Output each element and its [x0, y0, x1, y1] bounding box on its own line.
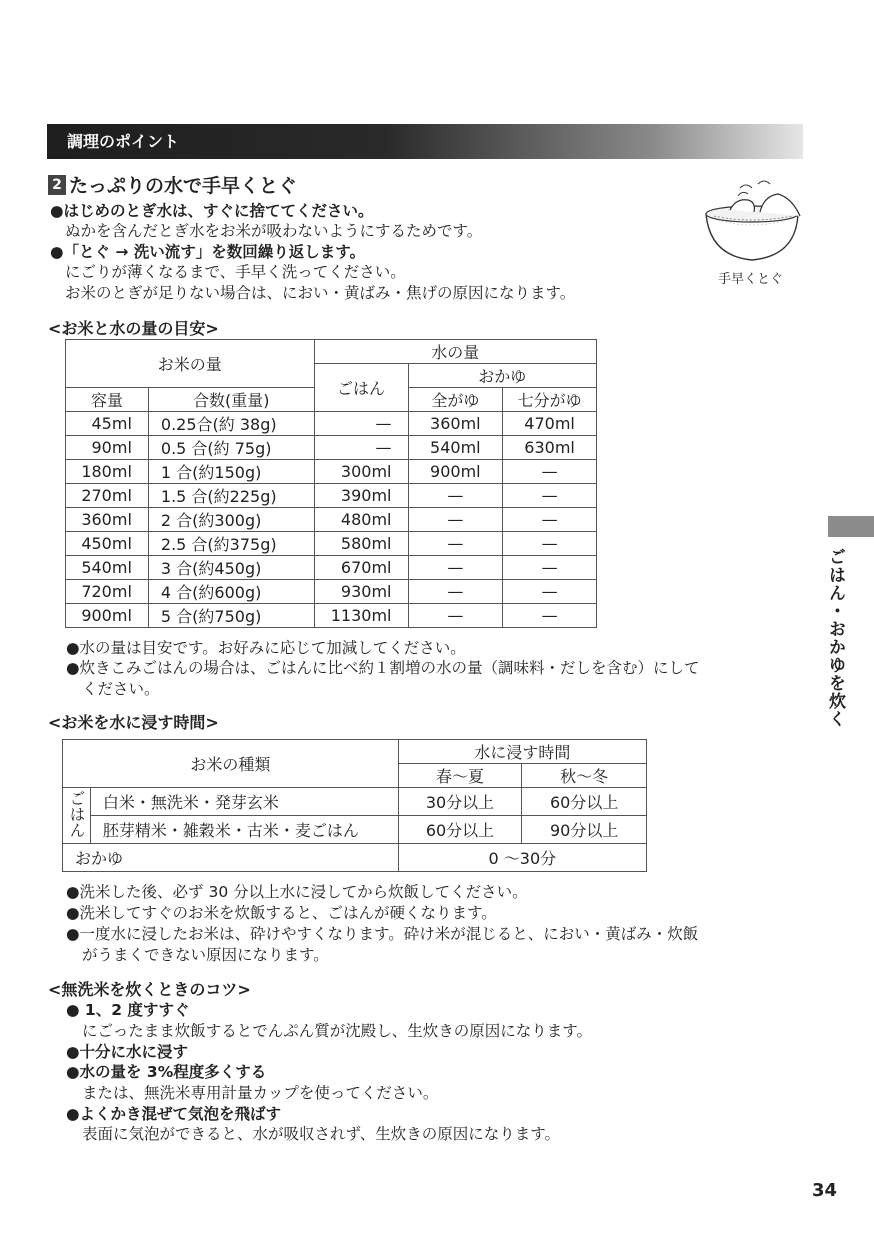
gohan-vertical-label: [63, 788, 91, 844]
musenmai-line-6: ●よくかき混ぜて気泡を飛ばす: [66, 1105, 282, 1123]
cell-gohan: 300ml: [314, 460, 408, 484]
musenmai-line-3: ●十分に水に浸す: [66, 1043, 189, 1061]
cell-zengayu: —: [408, 484, 503, 508]
cell-zengayu: —: [408, 508, 503, 532]
section-title: [48, 171, 297, 198]
musenmai-line-2: にごったまま炊飯するとでんぷん質が沈殿し、生炊きの原因になります。: [82, 1022, 592, 1040]
rice-washing-bowl-icon: [700, 176, 805, 266]
th-soak-time: 水に浸す時間: [398, 740, 646, 764]
th-gohan: ごはん: [314, 364, 408, 412]
table2-row-1-name: 白米・無洗米・発芽玄米: [90, 788, 398, 816]
cell-capacity: 360ml: [66, 508, 149, 532]
table-row: [66, 532, 597, 556]
table-row: [66, 484, 597, 508]
side-tab-marker: [828, 516, 874, 537]
cell-gohan: 670ml: [314, 556, 408, 580]
table-row: [66, 460, 597, 484]
cell-zengayu: 900ml: [408, 460, 503, 484]
table2-row-2-name: 胚芽精米・雑穀米・古米・麦ごはん: [90, 816, 398, 844]
table-row: [66, 436, 597, 460]
musenmai-line-5: または、無洗米専用計量カップを使ってください。: [82, 1084, 439, 1102]
cell-gohan: 480ml: [314, 508, 408, 532]
th-spring-summer: 春〜夏: [398, 764, 522, 788]
cell-gou: 1.5 合(約225g): [148, 484, 314, 508]
cell-zengayu: —: [408, 580, 503, 604]
cell-shichibu: —: [503, 580, 597, 604]
table2-heading: <お米を水に浸す時間>: [48, 713, 219, 732]
table-row: [66, 556, 597, 580]
intro-line-3: ●「とぐ → 洗い流す」を数回繰り返します。: [50, 243, 366, 261]
gohan-label-text: ごはん: [66, 790, 86, 838]
cell-gohan: 580ml: [314, 532, 408, 556]
cell-gohan: 1130ml: [314, 604, 408, 628]
intro-line-2: ぬかを含んだとぎ水をお米が吸わないようにするためです。: [65, 222, 483, 240]
cell-gohan: —: [314, 412, 408, 436]
musenmai-line-1: ● 1、2 度すすぐ: [66, 1001, 190, 1019]
cell-gou: 0.25合(約 38g): [148, 412, 314, 436]
cell-shichibu: —: [503, 484, 597, 508]
th-okayu: おかゆ: [408, 364, 597, 388]
table2-row-1-autumn: 60分以上: [522, 788, 647, 816]
musenmai-heading: <無洗米を炊くときのコツ>: [48, 980, 251, 999]
page-number: 34: [812, 1180, 838, 1201]
section-title-text: たっぷりの水で手早くとぐ: [69, 175, 298, 197]
cell-gou: 3 合(約450g): [148, 556, 314, 580]
cell-gohan: 390ml: [314, 484, 408, 508]
cell-gou: 1 合(約150g): [148, 460, 314, 484]
table1-note-2: ●炊きこみごはんの場合は、ごはんに比べ約１割増の水の量（調味料・だしを含む）にして: [66, 659, 700, 677]
side-tab-label: ごはん・おかゆを炊く: [825, 548, 845, 728]
cell-capacity: 90ml: [66, 436, 149, 460]
table1-note-3: ください。: [82, 680, 160, 698]
th-autumn-winter: 秋〜冬: [522, 764, 647, 788]
cell-shichibu: —: [503, 532, 597, 556]
section-number: 2: [48, 175, 66, 195]
table2-note-4: がうまくできない原因になります。: [82, 946, 329, 964]
cell-shichibu: 630ml: [503, 436, 597, 460]
intro-line-1: ●はじめのとぎ水は、すぐに捨ててください。: [50, 202, 374, 220]
section-header-bar: 調理のポイント: [47, 124, 803, 159]
th-zengayu: 全がゆ: [408, 388, 503, 412]
table-row: [66, 604, 597, 628]
illustration-caption: 手早くとぐ: [718, 272, 784, 287]
cell-capacity: 180ml: [66, 460, 149, 484]
intro-line-5: お米のとぎが足りない場合は、におい・黄ばみ・焦げの原因になります。: [65, 284, 576, 302]
musenmai-line-7: 表面に気泡ができると、水が吸収されず、生炊きの原因になります。: [82, 1125, 561, 1143]
th-gou: 合数(重量): [148, 388, 314, 412]
th-shichibu: 七分がゆ: [503, 388, 597, 412]
cell-gohan: 930ml: [314, 580, 408, 604]
cell-zengayu: 540ml: [408, 436, 503, 460]
th-rice-amount: お米の量: [66, 340, 315, 388]
soak-time-table: [62, 739, 647, 872]
cell-shichibu: 470ml: [503, 412, 597, 436]
cell-gou: 5 合(約750g): [148, 604, 314, 628]
table1-note-1: ●水の量は目安です。お好みに応じて加減してください。: [66, 639, 466, 657]
table-row: [66, 508, 597, 532]
table2-row-2-spring: 60分以上: [398, 816, 522, 844]
cell-capacity: 270ml: [66, 484, 149, 508]
cell-gou: 4 合(約600g): [148, 580, 314, 604]
cell-gou: 2 合(約300g): [148, 508, 314, 532]
th-rice-kind: お米の種類: [63, 740, 399, 788]
table2-okayu-time: 0 〜30分: [398, 844, 646, 872]
cell-capacity: 450ml: [66, 532, 149, 556]
table-row: [66, 580, 597, 604]
cell-capacity: 45ml: [66, 412, 149, 436]
cell-capacity: 540ml: [66, 556, 149, 580]
cell-shichibu: —: [503, 556, 597, 580]
rice-water-table: [65, 339, 597, 628]
table-row: [66, 412, 597, 436]
cell-shichibu: —: [503, 460, 597, 484]
table2-row-1-spring: 30分以上: [398, 788, 522, 816]
table2-okayu-name: おかゆ: [63, 844, 399, 872]
table2-note-1: ●洗米した後、必ず 30 分以上水に浸してから炊飯してください。: [66, 883, 528, 901]
cell-gou: 2.5 合(約375g): [148, 532, 314, 556]
cell-capacity: 900ml: [66, 604, 149, 628]
musenmai-line-4: ●水の量を 3%程度多くする: [66, 1063, 267, 1081]
table1-heading: <お米と水の量の目安>: [48, 319, 219, 338]
cell-shichibu: —: [503, 508, 597, 532]
cell-gohan: —: [314, 436, 408, 460]
th-water-amount: 水の量: [314, 340, 596, 364]
cell-zengayu: 360ml: [408, 412, 503, 436]
table2-note-3: ●一度水に浸したお米は、砕けやすくなります。砕け米が混じると、におい・黄ばみ・炊飯: [66, 925, 699, 943]
cell-zengayu: —: [408, 556, 503, 580]
table2-row-2-autumn: 90分以上: [522, 816, 647, 844]
intro-line-4: にごりが薄くなるまで、手早く洗ってください。: [65, 263, 406, 281]
cell-gou: 0.5 合(約 75g): [148, 436, 314, 460]
table2-note-2: ●洗米してすぐのお米を炊飯すると、ごはんが硬くなります。: [66, 904, 497, 922]
cell-zengayu: —: [408, 604, 503, 628]
th-capacity: 容量: [66, 388, 149, 412]
cell-shichibu: —: [503, 604, 597, 628]
cell-capacity: 720ml: [66, 580, 149, 604]
cell-zengayu: —: [408, 532, 503, 556]
